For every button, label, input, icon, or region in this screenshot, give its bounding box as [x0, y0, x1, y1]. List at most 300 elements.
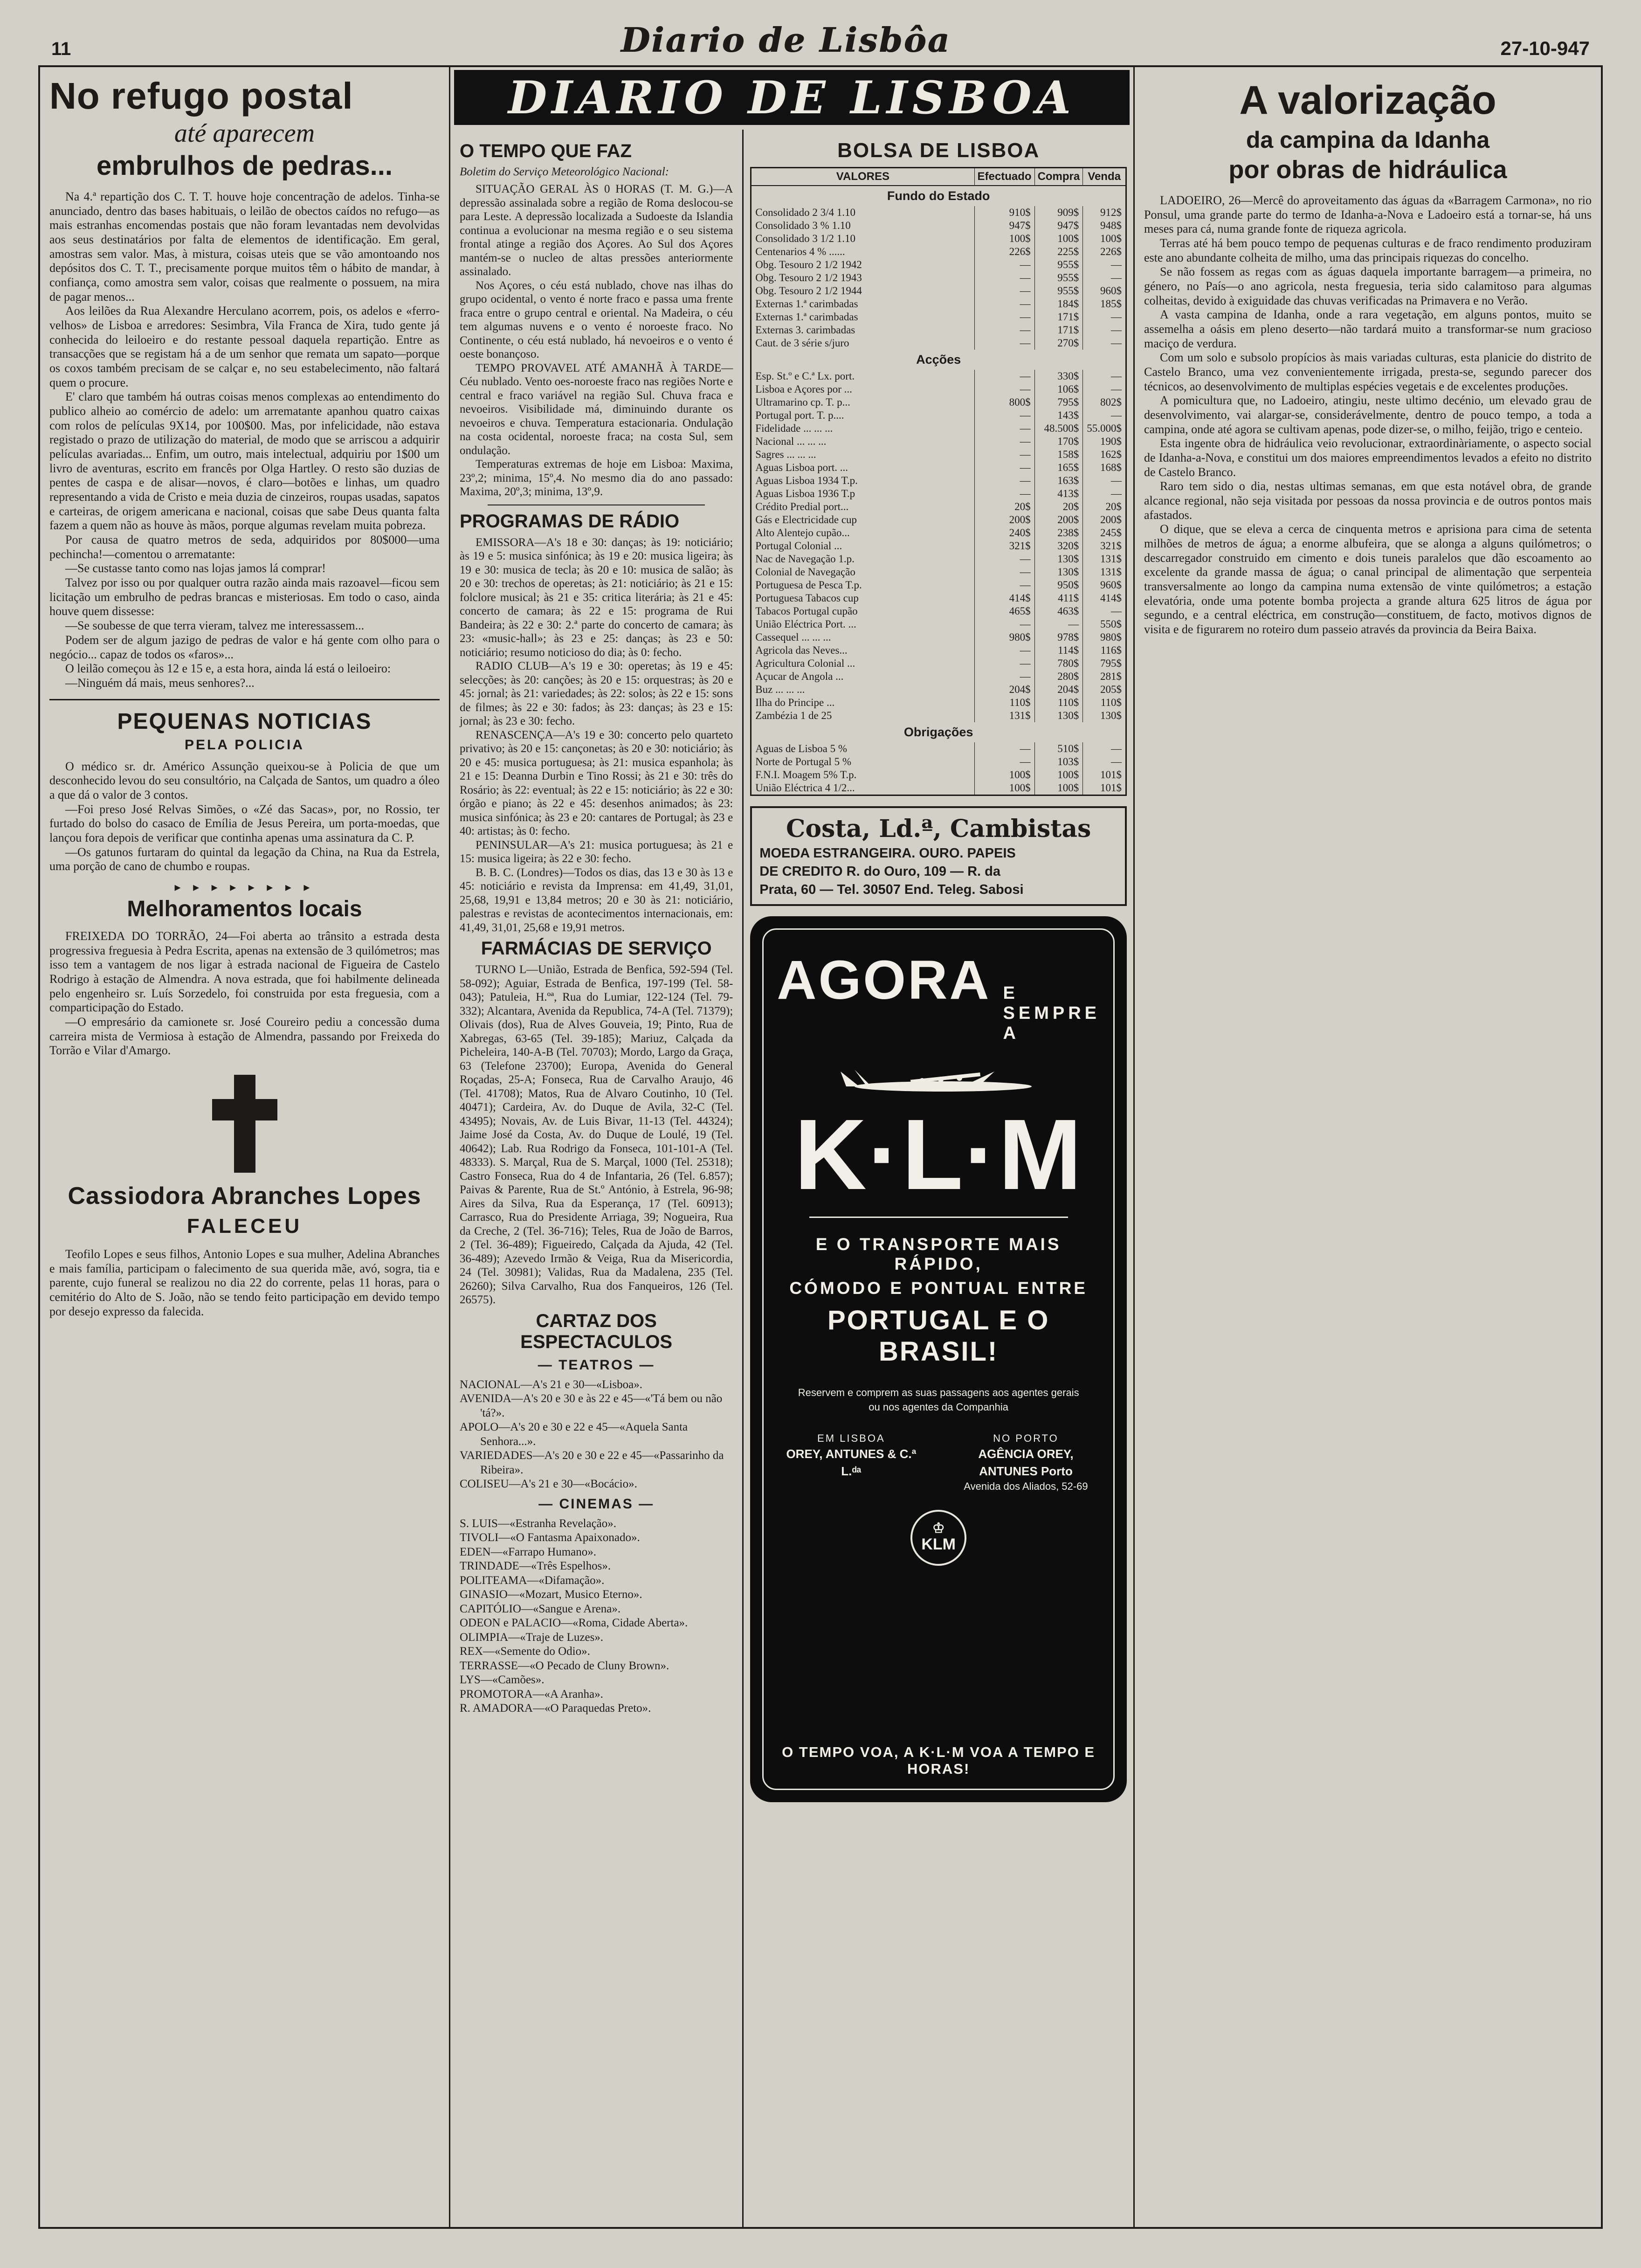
valorizacao-paragraph: A pomicultura que, no Ladoeiro, atingiu, neste ultimo decénio, um elevado grau de desenvolvimento, vai alargar-se, considerávelmente, dentro de pouco tempo, a toda a campina, onde até agora se cultivam apenas, pode dizer-se, o milho, feijão, trigo e centeio. — [1144, 394, 1592, 436]
tempo-body — [460, 182, 733, 499]
bolsa-value: 780$ — [1034, 657, 1083, 670]
bolsa-value: 960$ — [1083, 579, 1126, 592]
bolsa-value: 795$ — [1034, 396, 1083, 409]
bolsa-row — [751, 324, 1126, 337]
tempo-lead: Boletim do Serviço Meteorológico Nacional: — [460, 166, 669, 178]
radio-paragraph: RENASCENÇA—A's 19 e 30: concerto pelo quarteto privativo; às 20 e 15: cançonetas; às 20 e 30: noticiário; às 20 e 45: musica portuguesa; às 21: musica espanhola; às 21 e 15: Deanna Durbin e Tino Rossi; às 21 e 30: três do Rosário; às 22: eventual; às 22 e 15: noticiário; às 22 e 30: órgão e piano; às 22 e 45: desenhos animados; às 23: musica sinfónica; às 23 e 20: cantares de Portugal; às 23 e 40: artistas; às 0: fecho. — [460, 728, 733, 837]
bolsa-value: 162$ — [1083, 448, 1126, 461]
costa-title: Costa, Ld.ª, Cambistas — [786, 815, 1091, 843]
bolsa-row — [751, 370, 1126, 383]
bolsa-value: 414$ — [974, 592, 1034, 605]
bolsa-value: 20$ — [1034, 500, 1083, 513]
pequenas-subtitle: PELA POLICIA — [185, 737, 304, 753]
bolsa-row — [751, 258, 1126, 271]
bolsa-row — [751, 631, 1126, 644]
bolsa-value: — — [1083, 742, 1126, 755]
bolsa-value: 100$ — [1083, 232, 1126, 245]
bolsa-security-name: Caut. de 3 série s/juro — [755, 337, 849, 349]
klm-agora-text: AGORA — [777, 949, 991, 1011]
bolsa-value: — — [1083, 605, 1126, 618]
bolsa-value: — — [974, 553, 1034, 566]
bolsa-row — [751, 781, 1126, 795]
bolsa-row — [751, 409, 1126, 422]
bolsa-value: 101$ — [1083, 768, 1126, 781]
pequenas-title: PEQUENAS NOTICIAS — [117, 709, 372, 734]
cinema-entry: GINASIO—«Mozart, Musico Eterno». — [460, 1588, 642, 1601]
bolsa-value: 980$ — [1083, 631, 1126, 644]
costa-ad — [750, 806, 1127, 906]
bolsa-security-name: Esp. St.º e C.ª Lx. port. — [755, 370, 855, 382]
bolsa-value: 130$ — [1034, 566, 1083, 579]
airplane-icon — [827, 1058, 1050, 1099]
bolsa-value: 200$ — [1034, 513, 1083, 526]
bolsa-security-name: Gás e Electricidade cup — [755, 514, 857, 526]
refugo-paragraph: E' claro que também há outras coisas menos complexas ao entendimento do publico alheio ao comércio de adelo: um arrematante apanhou quatro caixas com rolos de películas 9X14, por 100$00. Mas, por infelicidade, não estava registado o prazo de utilização do material, de modo que se arriscou a adquirir películas avariadas... Enfim, um outro, mais intelectual, adquiriu por 1$00 um livro de aventuras, escrito em francês por Olga Hartley. O resto são duzias de pentes de caspa e de alisar—novos, é claro—botões e linhas, um quadro representando a vida de Cristo e meia duzia de cinzeiros, roupas usadas, sapatos e carteiras, de origem americana e nacional, coisas que sabe Deus quanta falta fazem a quem não as houve às mãos, porque algumas revelam muita pobreza. — [49, 390, 440, 532]
bolsa-row — [751, 592, 1126, 605]
bolsa-value: — — [974, 284, 1034, 297]
bolsa-value: 795$ — [1083, 657, 1126, 670]
bolsa-value: 48.500$ — [1034, 422, 1083, 435]
bolsa-value: — — [974, 487, 1034, 500]
bolsa-security-name: Consolidado 2 3/4 1.10 — [755, 207, 855, 218]
bolsa-value: 204$ — [1034, 683, 1083, 696]
klm-advertisement — [750, 916, 1127, 1802]
bolsa-value: — — [1083, 258, 1126, 271]
refugo-title: No refugo postal — [49, 75, 353, 117]
bolsa-value: 413$ — [1034, 487, 1083, 500]
column-weather-radio — [450, 130, 744, 2227]
bolsa-row — [751, 487, 1126, 500]
bolsa-value: 130$ — [1034, 553, 1083, 566]
bolsa-col-venda: Venda — [1083, 168, 1126, 186]
teatro-entry: COLISEU—A's 21 e 30—«Bocácio». — [460, 1478, 637, 1490]
bolsa-security-name: Sagres ... ... ... — [755, 449, 816, 460]
bolsa-row — [751, 206, 1126, 219]
bolsa-value: — — [974, 383, 1034, 396]
column-bolsa-ads — [744, 130, 1133, 2227]
bolsa-value: 802$ — [1083, 396, 1126, 409]
valorizacao-paragraph: Esta ingente obra de hidráulica veio revolucionar, extraordinàriamente, o aspecto social de Idanha-a-Nova, e constitui um dos maiores empreendimentos levados a efeito no distrito de Castelo Branco. — [1144, 436, 1592, 479]
klm-divider — [809, 1217, 1068, 1218]
bolsa-row — [751, 271, 1126, 284]
cinema-entry: REX—«Semente do Odio». — [460, 1645, 590, 1658]
bolsa-section-heading: Fundo do Estado — [887, 189, 990, 203]
tempo-paragraph: Temperaturas extremas de hoje em Lisboa: Maxima, 23º,2; minima, 15º,4. No mesmo dia do ano passado: Maxima, 20º,3; minima, 13º,9. — [460, 458, 733, 498]
bolsa-security-name: Agricultura Colonial ... — [755, 657, 855, 669]
bolsa-value: 204$ — [974, 683, 1034, 696]
costa-line3: Prata, 60 — Tel. 30507 End. Teleg. Sabosi — [759, 882, 1024, 897]
bolsa-value: 270$ — [1034, 337, 1083, 350]
bolsa-row — [751, 297, 1126, 311]
bolsa-security-name: Nacional ... ... ... — [755, 436, 827, 447]
teatros-label: — TEATROS — — [538, 1357, 655, 1373]
bolsa-row — [751, 566, 1126, 579]
column-left — [40, 67, 450, 2227]
bolsa-value: 190$ — [1083, 435, 1126, 448]
klm-lisboa-label: EM LISBOA — [817, 1432, 885, 1444]
bolsa-value: 100$ — [1034, 232, 1083, 245]
bolsa-row — [751, 422, 1126, 435]
bolsa-value: 163$ — [1034, 474, 1083, 487]
teatro-entry: VARIEDADES—A's 20 e 30 e 22 e 45—«Passarinho da Ribeira». — [460, 1449, 724, 1476]
bolsa-security-name: Açucar de Angola ... — [755, 671, 844, 682]
bolsa-col-valores: VALORES — [751, 168, 974, 186]
bolsa-value: 110$ — [1083, 696, 1126, 709]
bolsa-value: 463$ — [1034, 605, 1083, 618]
bolsa-value: — — [974, 435, 1034, 448]
bolsa-value: 131$ — [974, 709, 1034, 722]
bolsa-row — [751, 311, 1126, 324]
bolsa-security-name: Consolidado 3 % 1.10 — [755, 220, 851, 231]
cinema-entry: LYS—«Camões». — [460, 1673, 545, 1686]
bolsa-value: — — [974, 324, 1034, 337]
radio-paragraph: B. B. C. (Londres)—Todos os dias, das 13 e 30 às 13 e 45: noticiário e revista da Imprensa: em 41,49, 31,01, 25,68, 19,91 e 13,84 metros; 20 e 30 às 21: noticiário, palestras e revistas de acontecimentos internacionais, em: 41,49, 31,01, 25,68 e 19,91 metros. — [460, 866, 733, 934]
bolsa-value: 158$ — [1034, 448, 1083, 461]
teatro-entry: NACIONAL—A's 21 e 30—«Lisboa». — [460, 1378, 642, 1391]
bolsa-value: 171$ — [1034, 311, 1083, 324]
cinema-entry: TIVOLI—«O Fantasma Apaixonado». — [460, 1531, 640, 1544]
bolsa-row — [751, 742, 1126, 755]
klm-porto-address: Avenida dos Aliados, 52-69 — [964, 1480, 1088, 1493]
radio-paragraph: EMISSORA—A's 18 e 30: danças; às 19: noticiário; às 19 e 5: musica sinfónica; às 19 e 20: musica ligeira; às 19 e 30: musica de tecla; às 20 e 10: musica de salão; às 20 e 30: trechos de operetas; às 21: noticiário; às 21 e 15: folclore musical; às 21 e 35: critica literária; às 21 e 45: concerto de camara; às 22 e 15: programa de Rui Bandeira; às 22 e 30: 2.ª parte do concerto de camara; às 23: «music-hall»; às 23 e 25: danças; às 23 e 50: noticiário; resumo noticioso do dia; às 0: fecho. — [460, 536, 733, 659]
bolsa-value: 55.000$ — [1083, 422, 1126, 435]
bolsa-value: — — [974, 258, 1034, 271]
klm-note2: ou nos agentes da Companhia — [869, 1401, 1008, 1413]
klm-lisboa-agent: OREY, ANTUNES & C.ª L.ᵈᵃ — [786, 1447, 917, 1478]
pequenas-paragraph: —Foi preso José Relvas Simões, o «Zé das Sacas», por, no Rossio, ter furtado do bolso do casaco de Emília de Jesus Pereira, um porta-moedas, que lançou fora depois de verificar que continha apenas uma assinatura da C. P. — [49, 802, 440, 844]
bolsa-row — [751, 709, 1126, 722]
bolsa-security-name: Colonial de Navegação — [755, 566, 855, 578]
divider — [49, 699, 440, 700]
bolsa-value: 510$ — [1034, 742, 1083, 755]
klm-logo-icon — [910, 1510, 966, 1566]
melhoramentos-title: Melhoramentos locais — [127, 896, 362, 921]
radio-title: PROGRAMAS DE RÁDIO — [460, 511, 680, 532]
bolsa-value: 912$ — [1083, 206, 1126, 219]
valorizacao-paragraph: O dique, que se eleva a cerca de cinquenta metros e aprisiona para cima de setenta milhões de metros de água; a enorme albufeira, que se alonga a alguns quilómetros; o descarregador construido em cimento e dois tuneis paralelos que dão escoamento ao excelente da grande massa de água; o canal principal de alimentação que serpenteia transversalmente ao longo da campina numa extensão de vinte quilómetros; a estação elevatória, onde uma potente bomba projecta a grande altura 625 litros de água por segundo, e a central eléctrica, em construção—constituem, de facto, motivos dignos de visita e de figurarem no roteiro dum passeio através da provincia da Beira Baixa. — [1144, 522, 1592, 636]
bolsa-value: 238$ — [1034, 526, 1083, 539]
teatro-entry: APOLO—A's 20 e 30 e 22 e 45—«Aquela Santa Senhora...». — [460, 1421, 688, 1448]
cinema-entry: PROMOTORA—«A Aranha». — [460, 1687, 603, 1701]
teatro-entry: AVENIDA—A's 20 e 30 e às 22 e 45—«'Tá bem ou não 'tá?». — [460, 1392, 723, 1419]
klm-roundel-text: KLM — [921, 1535, 956, 1554]
valorizacao-paragraph: Se não fossem as regas com as águas daquela importante barragem—a primeira, no género, no País—o ano agricola, nesta freguesia, teria sido calamitoso para algumas colheitas, devido à exiguidade das chuvas verificadas na Primavera e no Verão. — [1144, 265, 1592, 307]
bolsa-security-name: Consolidado 3 1/2 1.10 — [755, 233, 855, 244]
klm-footer-slogan: O TEMPO VOA, A K·L·M VOA A TEMPO E HORAS! — [782, 1744, 1096, 1777]
klm-crown-glyph: ♔ — [932, 1521, 945, 1536]
bolsa-value: — — [974, 566, 1034, 579]
bolsa-value: 116$ — [1083, 644, 1126, 657]
bolsa-value: — — [974, 644, 1034, 657]
bolsa-value: 948$ — [1083, 219, 1126, 232]
bolsa-value: 960$ — [1083, 284, 1126, 297]
melhoramentos-body — [49, 929, 440, 1058]
bolsa-security-name: Portugal Colonial ... — [755, 540, 842, 552]
obituary-paragraph: Teofilo Lopes e seus filhos, Antonio Lopes e sua mulher, Adelina Abranches e mais família, participam o falecimento de sua querida mãe, avó, sogra, tia e parente, cujo funeral se realizou no dia 22 do corrente, pelas 11 horas, para o cemitério do Alto de S. João, não se tendo feito participação em devido tempo por desejo expresso da falecida. — [49, 1247, 440, 1318]
bolsa-row — [751, 232, 1126, 245]
cartaz-title: CARTAZ DOS ESPECTACULOS — [520, 1310, 673, 1352]
bolsa-value: 330$ — [1034, 370, 1083, 383]
bolsa-value: 280$ — [1034, 670, 1083, 683]
bolsa-row — [751, 755, 1126, 768]
bolsa-value: — — [974, 618, 1034, 631]
klm-esempre-text: E SEMPRE A — [1003, 983, 1100, 1043]
bolsa-security-name: Centenarios 4 % ...... — [755, 246, 845, 257]
page-date: 27-10-947 — [1500, 37, 1590, 59]
bolsa-value: — — [1083, 474, 1126, 487]
bolsa-value: 800$ — [974, 396, 1034, 409]
bolsa-section-heading: Obrigações — [903, 725, 973, 739]
bolsa-value: — — [1083, 337, 1126, 350]
bolsa-security-name: Externas 1.ª carimbadas — [755, 298, 858, 310]
bolsa-value: 320$ — [1034, 539, 1083, 553]
bolsa-security-name: Zambézia 1 de 25 — [755, 710, 832, 721]
bolsa-value: — — [974, 461, 1034, 474]
bolsa-value: — — [974, 409, 1034, 422]
bolsa-value: 465$ — [974, 605, 1034, 618]
bolsa-security-name: Alto Alentejo cupão... — [755, 527, 850, 539]
bolsa-value: 205$ — [1083, 683, 1126, 696]
bolsa-value: 321$ — [974, 539, 1034, 553]
main-content-box — [38, 65, 1603, 2229]
bolsa-value: 226$ — [1083, 245, 1126, 258]
valorizacao-paragraph: Com um solo e subsolo propícios às mais variadas culturas, esta planicie do distrito de Castelo Branco, uma vez convenientemente irrigada, presta-se, segundo parecer dos técnicos, ao desenvolvimento de multiplas espécies vegetais e de excelentes produções. — [1144, 351, 1592, 393]
cinema-entry: CAPITÓLIO—«Sangue e Arena». — [460, 1602, 621, 1615]
bolsa-value: 165$ — [1034, 461, 1083, 474]
obituary-body — [49, 1247, 440, 1319]
bolsa-value: 910$ — [974, 206, 1034, 219]
farmacias-title: FARMÁCIAS DE SERVIÇO — [481, 938, 712, 959]
diario-logo-text: DIARIO DE LISBOA — [508, 71, 1076, 124]
ornament-row: ▸ ▸ ▸ ▸ ▸ ▸ ▸ ▸ — [174, 880, 315, 894]
bolsa-security-name: Tabacos Portugal cupão — [755, 605, 858, 617]
bolsa-title: BOLSA DE LISBOA — [837, 139, 1040, 162]
klm-tagline2: CÓMODO E PONTUAL ENTRE — [789, 1279, 1088, 1298]
bolsa-value: 131$ — [1083, 566, 1126, 579]
bolsa-value: 185$ — [1083, 297, 1126, 311]
refugo-article-body — [49, 190, 440, 691]
bolsa-value: — — [974, 271, 1034, 284]
tempo-paragraph: SITUAÇÃO GERAL ÀS 0 HORAS (T. M. G.)—A depressão assinalada sobre a região de Roma deslocou-se para Leste. A depressão localizada a Sudoeste da Islandia continua a evolucionar na mesma região e o seu sistema frontal atinge a região dos Açores. Ao Sul dos Açores mantém-se o nucleo de altas pressões anteriormente assinalado. — [460, 183, 733, 278]
column-right — [1135, 67, 1601, 2227]
melhoramentos-paragraph: —O empresário da camionete sr. José Coureiro pediu a concessão duma carreira mista de Vermiosa à estação de Almendra, passando por Freixeda do Torrão e Vilar d'Amargo. — [49, 1015, 440, 1058]
bolsa-value: 200$ — [974, 513, 1034, 526]
valorizacao-body — [1144, 194, 1592, 637]
bolsa-security-name: Aguas Lisboa 1936 T.p — [755, 488, 855, 499]
bolsa-row — [751, 579, 1126, 592]
cinema-entry: R. AMADORA—«O Paraquedas Preto». — [460, 1702, 651, 1715]
bolsa-value: — — [1083, 324, 1126, 337]
bolsa-table — [750, 167, 1127, 796]
bolsa-value: — — [1083, 383, 1126, 396]
bolsa-value: 100$ — [1034, 781, 1083, 795]
bolsa-value: 171$ — [1034, 324, 1083, 337]
bolsa-value: 184$ — [1034, 297, 1083, 311]
bolsa-value: 321$ — [1083, 539, 1126, 553]
bolsa-row — [751, 396, 1126, 409]
valorizacao-paragraph: Terras até há bem pouco tempo de pequenas culturas e de fraco rendimento produziram este ano abundante colheita de milho, uma das principais riquezas do concelho. — [1144, 236, 1592, 264]
valorizacao-paragraph: A vasta campina de Idanha, onde a rara vegetação, em alguns pontos, muito se assemelha a oásis em pleno deserto—não tardará muito a transformar-se num gracioso maciço de verdura. — [1144, 308, 1592, 350]
farmacias-body — [460, 963, 733, 1307]
bolsa-security-name: Obg. Tesouro 2 1/2 1943 — [755, 272, 862, 284]
bolsa-value: — — [1034, 618, 1083, 631]
bolsa-row — [751, 500, 1126, 513]
bolsa-security-name: União Eléctrica Port. ... — [755, 618, 856, 630]
bolsa-row — [751, 383, 1126, 396]
bolsa-value: — — [974, 422, 1034, 435]
bolsa-value: — — [1083, 409, 1126, 422]
bolsa-value: — — [974, 755, 1034, 768]
bolsa-value: 240$ — [974, 526, 1034, 539]
bolsa-col-efectuado: Efectuado — [974, 168, 1034, 186]
bolsa-security-name: F.N.I. Moagem 5% T.p. — [755, 769, 857, 781]
bolsa-row — [751, 644, 1126, 657]
bolsa-row — [751, 219, 1126, 232]
valorizacao-paragraph: Raro tem sido o dia, nestas ultimas semanas, em que esta notável obra, de grande alcance regional, não seja visitada por pessoas da nossa provincia e de outros pontos mais afastados. — [1144, 479, 1592, 522]
bolsa-value: 550$ — [1083, 618, 1126, 631]
cinema-entry: POLITEAMA—«Difamação». — [460, 1574, 605, 1587]
bolsa-value: 100$ — [974, 781, 1034, 795]
bolsa-value: 103$ — [1034, 755, 1083, 768]
refugo-paragraph: Aos leilões da Rua Alexandre Herculano acorrem, pois, os adelos e «ferro-velhos» de Lisboa e arredores: Sesimbra, Vila Franca de Xira, tudo gente já conhecida do leiloeiro e do restante pessoal daquela repartição. Entre as transacções que se registam há a de um senhor que remata um sapato—porque os coxos também precisam de se calçar e, no seu estabelecimento, não faltará quem o procure. — [49, 304, 440, 389]
bolsa-value: 225$ — [1034, 245, 1083, 258]
klm-tagline1: E O TRANSPORTE MAIS RÁPIDO, — [815, 1235, 1062, 1273]
bolsa-value: 100$ — [974, 768, 1034, 781]
bolsa-row — [751, 461, 1126, 474]
refugo-paragraph: Talvez por isso ou por qualquer outra razão ainda mais razoavel—ficou sem licitação um embrulho de pedras brancas e misteriosas. Em todo o caso, ainda houve quem dissesse: — [49, 576, 440, 618]
newspaper-masthead: Diario de Lisbôa — [621, 20, 951, 60]
bolsa-value: 20$ — [974, 500, 1034, 513]
refugo-subtitle2: embrulhos de pedras... — [97, 151, 393, 181]
bolsa-value: — — [1083, 370, 1126, 383]
tempo-title: O TEMPO QUE FAZ — [460, 141, 632, 161]
bolsa-security-name: Nac de Navegação 1.p. — [755, 553, 855, 565]
bolsa-value: 955$ — [1034, 284, 1083, 297]
cinemas-listing — [460, 1517, 733, 1716]
cinema-entry: TRINDADE—«Três Espelhos». — [460, 1560, 611, 1572]
funeral-cross-icon — [212, 1075, 277, 1173]
bolsa-value: 909$ — [1034, 206, 1083, 219]
bolsa-security-name: Cassequel ... ... ... — [755, 631, 831, 643]
bolsa-security-name: Agricola das Neves... — [755, 644, 848, 656]
bolsa-row — [751, 553, 1126, 566]
bolsa-table-body — [751, 186, 1126, 795]
bolsa-security-name: Aguas de Lisboa 5 % — [755, 743, 848, 754]
bolsa-value: — — [974, 370, 1034, 383]
bolsa-value: — — [974, 448, 1034, 461]
bolsa-value: — — [1083, 311, 1126, 324]
radio-paragraph: PENINSULAR—A's 21: musica portuguesa; às 21 e 15: musica ligeira; às 22 e 30: fecho. — [460, 838, 733, 865]
bolsa-row — [751, 513, 1126, 526]
bolsa-security-name: União Eléctrica 4 1/2... — [755, 782, 855, 794]
teatros-listing — [460, 1378, 733, 1492]
bolsa-value: — — [974, 474, 1034, 487]
bolsa-value: 100$ — [974, 232, 1034, 245]
bolsa-value: 947$ — [1034, 219, 1083, 232]
valorizacao-subtitle1: da campina da Idanha — [1246, 127, 1490, 153]
klm-tagline3: PORTUGAL E O BRASIL! — [827, 1305, 1050, 1367]
bolsa-value: 110$ — [1034, 696, 1083, 709]
bolsa-row — [751, 605, 1126, 618]
bolsa-security-name: Crédito Predial port... — [755, 501, 849, 512]
cinemas-label: — CINEMAS — — [538, 1496, 655, 1512]
bolsa-value: 130$ — [1034, 709, 1083, 722]
klm-agent-lisboa — [777, 1431, 925, 1494]
klm-note1: Reservem e comprem as suas passagens aos agentes gerais — [798, 1387, 1079, 1398]
bolsa-value: 245$ — [1083, 526, 1126, 539]
bolsa-value: 20$ — [1083, 500, 1126, 513]
bolsa-security-name: Externas 1.ª carimbadas — [755, 311, 858, 323]
bolsa-value: 955$ — [1034, 258, 1083, 271]
bolsa-row — [751, 284, 1126, 297]
page-number: 11 — [51, 39, 71, 59]
page-header — [0, 0, 1641, 65]
cinema-entry: EDEN—«Farrapo Humano». — [460, 1545, 596, 1558]
tempo-paragraph: Nos Açores, o céu está nublado, chove nas ilhas do grupo ocidental, o vento é norte fraco e passa uma frente fraca entre o grupo central e oriental. Na Madeira, o céu tem algumas nuvens e o vento é noroeste fraco. No Continente, o céu está nublado, há nevoeiros e o vento é oeste bonançoso. — [460, 279, 733, 360]
bolsa-value: — — [974, 297, 1034, 311]
bolsa-row — [751, 245, 1126, 258]
bolsa-row — [751, 526, 1126, 539]
bolsa-row — [751, 618, 1126, 631]
bolsa-value: 110$ — [974, 696, 1034, 709]
bolsa-value: — — [974, 742, 1034, 755]
valorizacao-paragraph: LADOEIRO, 26—Mercê do aproveitamento das águas da «Barragem Carmona», no rio Ponsul, uma grande parte do termo de Idanha-a-Nova e Ladoeiro está a tornar-se, há uns meses para cá, numa grande fonte de riqueza agricola. — [1144, 194, 1592, 236]
bolsa-value: 978$ — [1034, 631, 1083, 644]
cinema-entry: OLIMPIA—«Traje de Luzes». — [460, 1631, 604, 1644]
bolsa-value: 101$ — [1083, 781, 1126, 795]
refugo-paragraph: O leilão começou às 12 e 15 e, a esta hora, ainda lá está o leiloeiro: — [65, 662, 391, 676]
costa-line1: MOEDA ESTRANGEIRA. OURO. PAPEIS — [759, 846, 1016, 861]
valorizacao-title: A valorização — [1239, 78, 1496, 123]
bolsa-value: — — [974, 579, 1034, 592]
bolsa-security-name: Ultramarino cp. T. p... — [755, 396, 850, 408]
bolsa-value: — — [1083, 487, 1126, 500]
column-middle-group — [450, 67, 1135, 2227]
bolsa-value: 114$ — [1034, 644, 1083, 657]
bolsa-value: 947$ — [974, 219, 1034, 232]
bolsa-row — [751, 474, 1126, 487]
bolsa-value: 100$ — [1034, 768, 1083, 781]
bolsa-col-compra: Compra — [1034, 168, 1083, 186]
bolsa-row — [751, 670, 1126, 683]
costa-line2: DE CREDITO R. do Ouro, 109 — R. da — [759, 864, 1001, 879]
radio-paragraph: RADIO CLUB—A's 19 e 30: operetas; às 19 e 45: selecções; às 20: canções; às 20 e 15: orquestras; às 20 e 45: jornal; às 21: variedades; às 22: solos; às 22 e 15: sons de filmes; às 22 e 30: fados; às 23: danças; às 23 e 15: jornal; às 23 e 30: fecho. — [460, 660, 733, 727]
melhoramentos-paragraph: FREIXEDA DO TORRÃO, 24—Foi aberta ao trânsito a estrada desta progressiva freguesia à Pedra Escrita, apenas na extensão de 3 quilómetros; mas isso tem a vantagem de nos ligar à estrada nacional de Figueira de Castelo Rodrigo à estação de Almendra. A nova estrada, que foi habilmente delineada pelo engenheiro sr. Luís Sorzedelo, foi construida por esta freguesia, com a comparticipação do Estado. — [49, 929, 440, 1015]
bolsa-row — [751, 539, 1126, 553]
pequenas-paragraph: O médico sr. dr. Américo Assunção queixou-se à Policia de que um desconhecido levou do seu consultório, na Calçada de Santos, um quadro a óleo a que dá o valor de 3 contos. — [49, 759, 440, 802]
bolsa-value: — — [974, 311, 1034, 324]
bolsa-security-name: Obg. Tesouro 2 1/2 1942 — [755, 259, 862, 270]
refugo-paragraph: —Se soubesse de que terra vieram, talvez me interessassem... — [65, 619, 365, 633]
refugo-paragraph: Na 4.ª repartição dos C. T. T. houve hoje concentração de adelos. Tinha-se anunciado, dentro das bases habituais, o leilão de obectos caídos no refugo—as mais estranhas encomendas postais que não foram levantadas nem devolvidas aos seus destinatários por falta de elementos de identificação. Em geral, amostras sem valor. Mas, à mistura, coisas uteis que se vão amontoando nos depósitos dos C. T. T., precisamente porque muitos têm o hábito de mandar, à confiança, como amostra sem valor, coisas que realmente o possuem, na mira de pagar menos... — [49, 190, 440, 304]
klm-porto-agent: AGÊNCIA OREY, ANTUNES Porto — [978, 1447, 1074, 1478]
bolsa-value: — — [1083, 755, 1126, 768]
bolsa-value: 200$ — [1083, 513, 1126, 526]
bolsa-row — [751, 448, 1126, 461]
bolsa-value: — — [974, 337, 1034, 350]
bolsa-row — [751, 768, 1126, 781]
bolsa-row — [751, 337, 1126, 350]
bolsa-security-name: Portugal port. T. p.... — [755, 409, 844, 421]
cinema-entry: S. LUIS—«Estranha Revelação». — [460, 1517, 617, 1530]
bolsa-value: 130$ — [1083, 709, 1126, 722]
bolsa-security-name: Lisboa e Açores por ... — [755, 383, 852, 395]
klm-porto-label: NO PORTO — [993, 1432, 1059, 1444]
bolsa-value: 106$ — [1034, 383, 1083, 396]
radio-body — [460, 536, 733, 935]
tempo-paragraph: TEMPO PROVAVEL ATÉ AMANHÃ À TARDE—Céu nublado. Vento oes-noroeste fraco nas regiões Norte e central e fraco variável na região Sul. Chuva fraca e nevoeiros. Visibilidade má, diminuindo durante os nevoeiros e chuva. Temperatura estacionaria. Ondulação na costa ocidental, noroeste fraca; na costa Sul, sem ondulação. — [460, 361, 733, 457]
cinema-entry: ODEON e PALACIO—«Roma, Cidade Aberta». — [460, 1617, 688, 1629]
